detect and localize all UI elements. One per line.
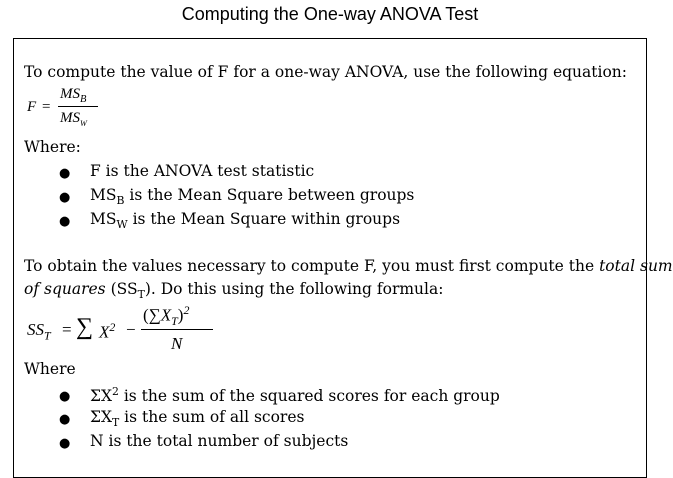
list-item: $MS_B$ is the Mean Square between groups xyxy=(90,186,415,208)
bullet-glyph: ● xyxy=(59,389,71,404)
formula-ss-x: $X^2$ xyxy=(99,320,116,342)
formula-ss-denominator: N xyxy=(171,334,183,353)
intro-text: To compute the value of F for a one-way ANOVA, use the following equation: xyxy=(24,63,627,81)
where-label-1: Where: xyxy=(24,138,81,156)
paragraph-2-line-1: To obtain the values necessary to compute F, you must first compute the total sum xyxy=(24,257,673,275)
list-item: $\Sigma X^2$ is the sum of the squared scores for each group xyxy=(90,385,500,406)
formula-ss-eq: = xyxy=(62,320,72,339)
list-item: F is the ANOVA test statistic xyxy=(90,162,315,180)
formula-ss-lhs: $SS_T$ xyxy=(27,320,51,343)
list-item: $MS_W$ is the Mean Square within groups xyxy=(90,210,401,232)
list-item: N is the total number of subjects xyxy=(90,432,349,450)
bullet-glyph: ● xyxy=(59,412,71,427)
formula-f-lhs: F xyxy=(27,99,37,115)
formula-ss-fraction-bar xyxy=(141,329,213,330)
formula-f-numerator: $MS_B$ xyxy=(60,86,87,105)
formula-f-denominator: $MS_W$ xyxy=(60,110,87,128)
list-item: $\Sigma X_T$ is the sum of all scores xyxy=(90,408,305,430)
page-title: Computing the One-way ANOVA Test xyxy=(181,4,479,24)
formula-f-fraction-bar xyxy=(58,106,98,107)
formula-ss-numerator: $(\sum X_T)^2$ xyxy=(143,303,190,329)
formula-ss-minus: − xyxy=(126,320,136,339)
bullet-glyph: ● xyxy=(59,190,71,205)
bullet-glyph: ● xyxy=(59,436,71,451)
formula-ss-sigma: ∑ xyxy=(76,314,94,340)
where-label-2: Where xyxy=(24,360,76,378)
formula-f-eq: = xyxy=(42,99,51,115)
bullet-glyph: ● xyxy=(59,214,71,229)
bullet-glyph: ● xyxy=(59,166,71,181)
paragraph-2-line-2: of squares $(SS_T)$. Do this using the following formula: xyxy=(24,280,444,302)
